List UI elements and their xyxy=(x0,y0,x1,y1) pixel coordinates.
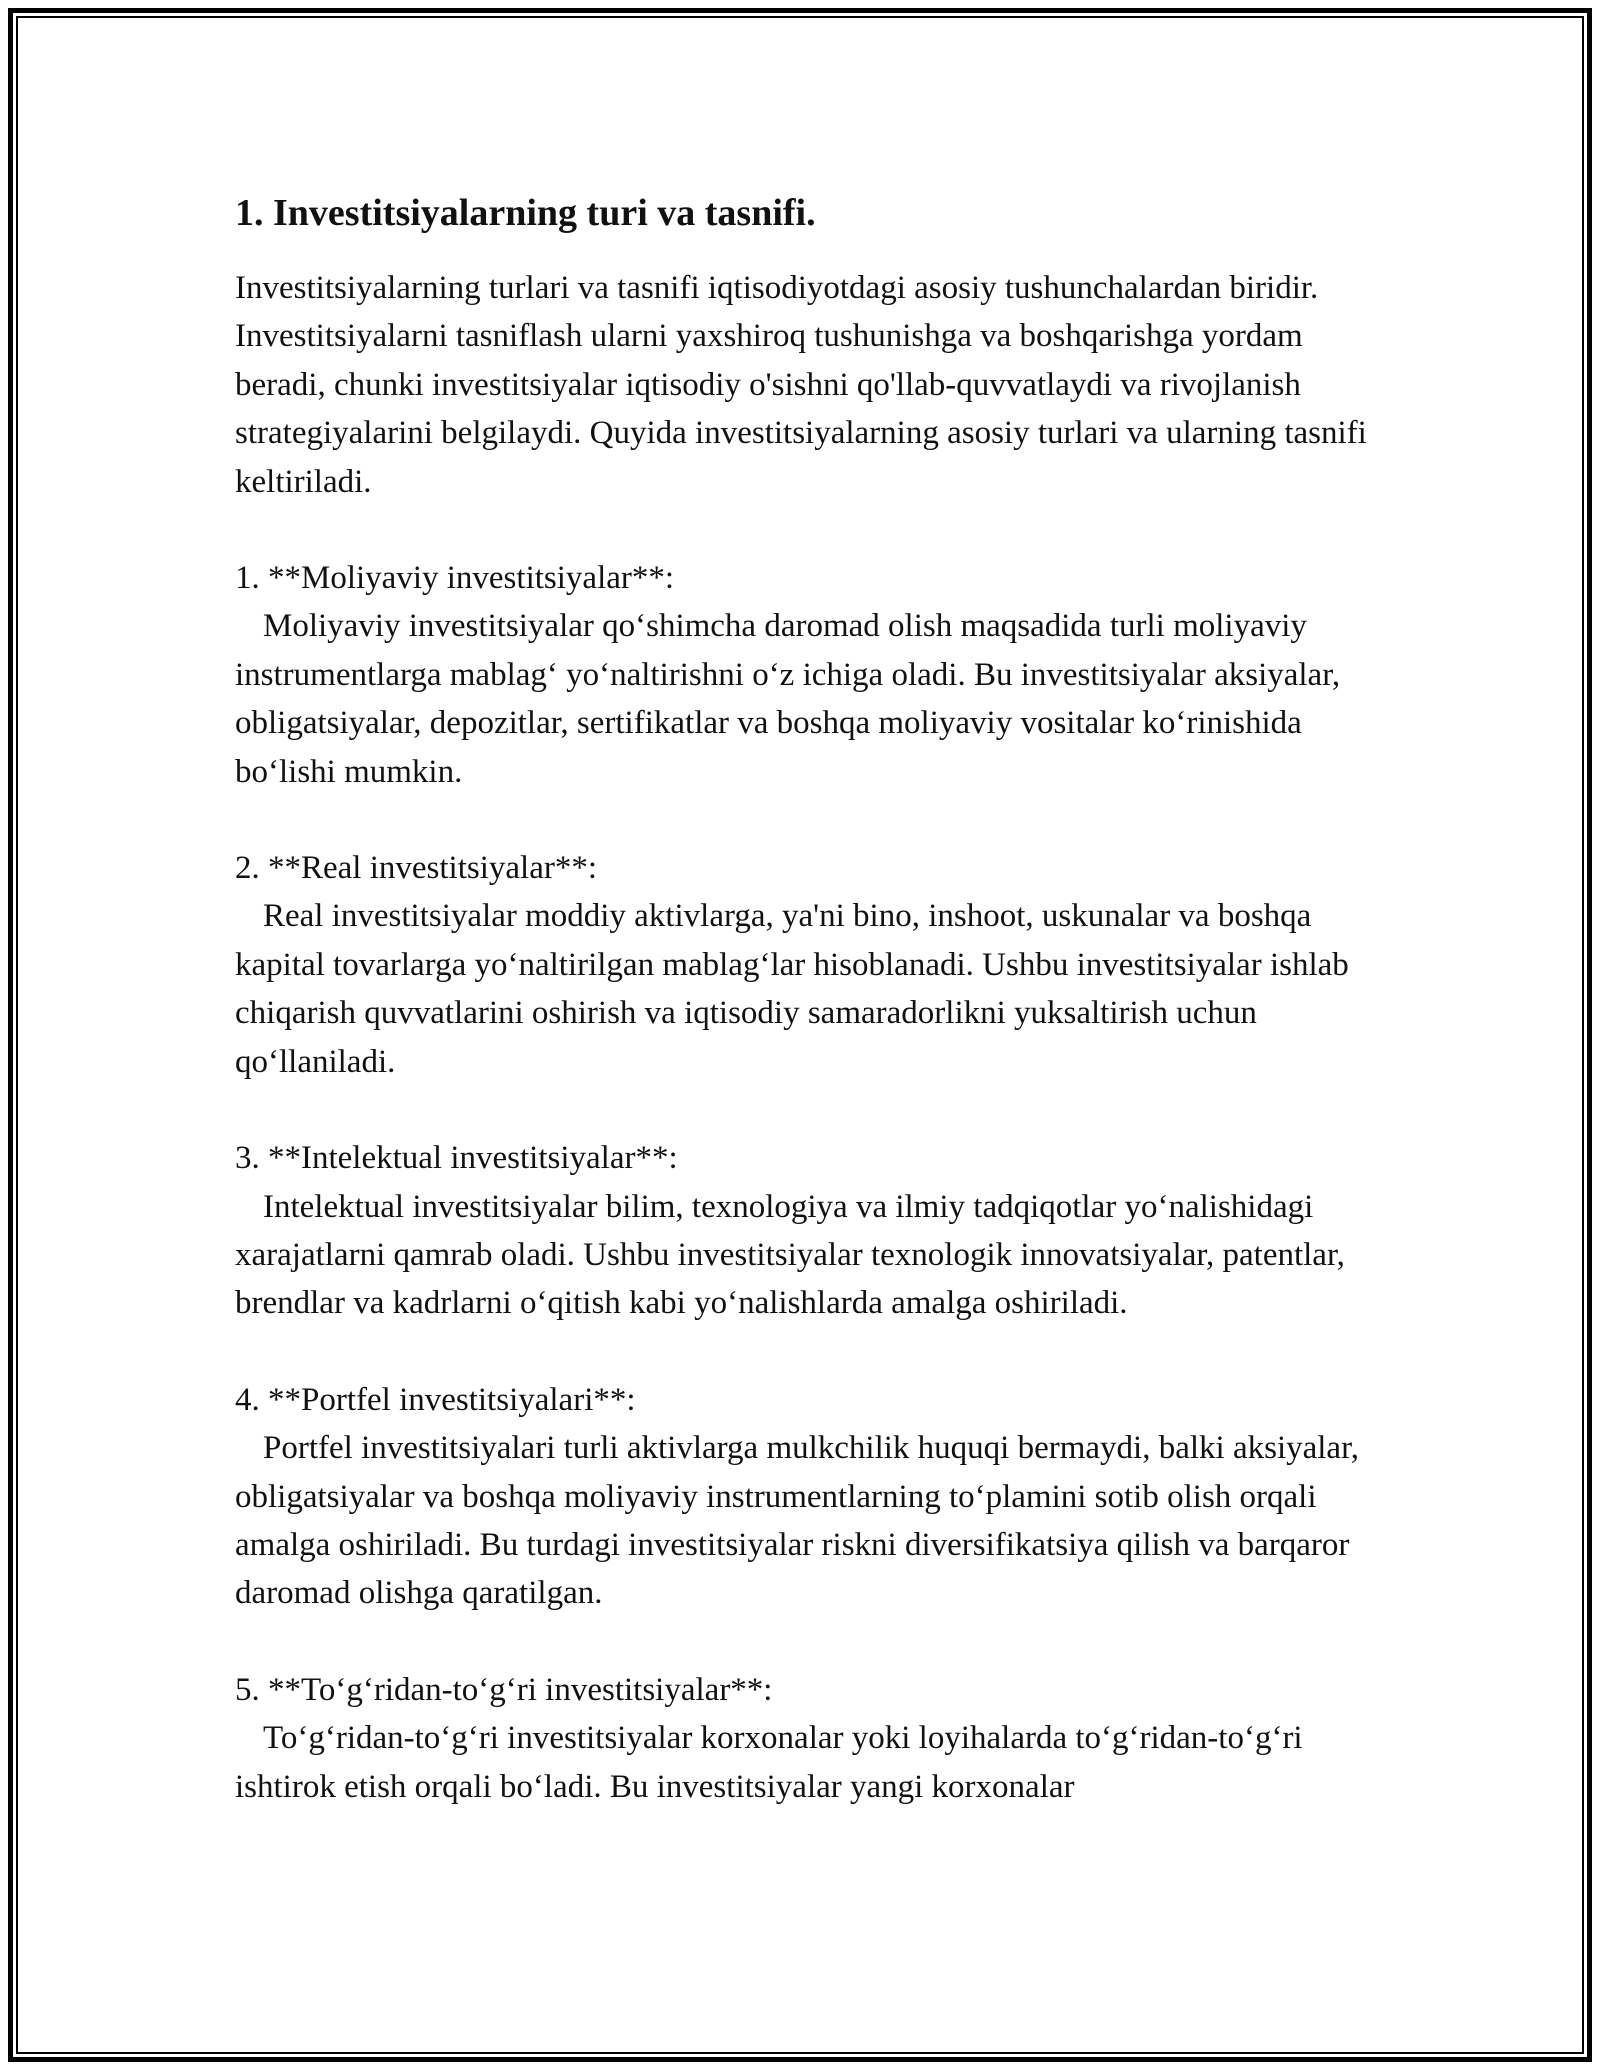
section-heading: 5. **To‘g‘ridan-to‘g‘ri investitsiyalar**: xyxy=(235,1671,773,1708)
section-body: Intelektual investitsiyalar bilim, texnologiya va ilmiy tadqiqotlar yo‘nalishidagi xarajatlarni qamrab oladi. Ushbu investitsiyalar texnologik innovatsiyalar, patentlar, brendlar va kadrlarni o‘qitish kabi yo‘nalishlarda amalga oshiriladi. xyxy=(235,1188,1345,1322)
section-heading: 3. **Intelektual investitsiyalar**: xyxy=(235,1140,678,1177)
section-heading: 4. **Portfel investitsiyalari**: xyxy=(235,1381,636,1418)
document-title: 1. Investitsiyalarning turi va tasnifi. xyxy=(235,192,816,234)
section-body: Moliyaviy investitsiyalar qo‘shimcha daromad olish maqsadida turli moliyaviy instrumentlarga mablag‘ yo‘naltirishni o‘z ichiga oladi. Bu investitsiyalar aksiyalar, obligatsiyalar, depozitlar, sertifikatlar va boshqa moliyaviy vositalar ko‘rinishida bo‘lishi mumkin. xyxy=(235,608,1341,790)
section-heading: 2. **Real investitsiyalar**: xyxy=(235,850,598,887)
section-body: To‘g‘ridan-to‘g‘ri investitsiyalar korxonalar yoki loyihalarda to‘g‘ridan-to‘g‘ri ishtirok etish orqali bo‘ladi. Bu investitsiyalar yangi korxonalar xyxy=(235,1720,1303,1805)
section-body: Portfel investitsiyalari turli aktivlarga mulkchilik huquqi bermaydi, balki aksiyalar, obligatsiyalar va boshqa moliyaviy instrumentlarning to‘plamini sotib olish orqali amalga oshiriladi. Bu turdagi investitsiyalar riskni diversifikatsiya qilish va barqaror daromad olishga qaratilgan. xyxy=(235,1430,1359,1612)
intro-paragraph: Investitsiyalarning turlari va tasnifi iqtisodiyotdagi asosiy tushunchalardan biridir. Investitsiyalarni tasniflash ularni yaxshiroq tushunishga va boshqarishga yordam beradi, chunki investitsiyalar iqtisodiy o'sishni qo'llab-quvvatlaydi va rivojlanish strategiyalarini belgilaydi. Quyida investitsiyalarning asosiy turlari va ularning tasnifi keltiriladi. xyxy=(235,270,1367,500)
document-body xyxy=(235,186,1370,1811)
section-real xyxy=(235,844,1370,1086)
section-moliyaviy xyxy=(235,554,1370,796)
section-portfel xyxy=(235,1376,1370,1618)
section-intelektual xyxy=(235,1134,1370,1328)
section-heading: 1. **Moliyaviy investitsiyalar**: xyxy=(235,560,675,597)
section-body: Real investitsiyalar moddiy aktivlarga, ya'ni bino, inshoot, uskunalar va boshqa kapital tovarlarga yo‘naltirilgan mablag‘lar hisoblanadi. Ushbu investitsiyalar ishlab chiqarish quvvatlarini oshirish va iqtisodiy samaradorlikni yuksaltirish uchun qo‘llaniladi. xyxy=(235,898,1349,1080)
section-togridan-togri xyxy=(235,1666,1370,1811)
